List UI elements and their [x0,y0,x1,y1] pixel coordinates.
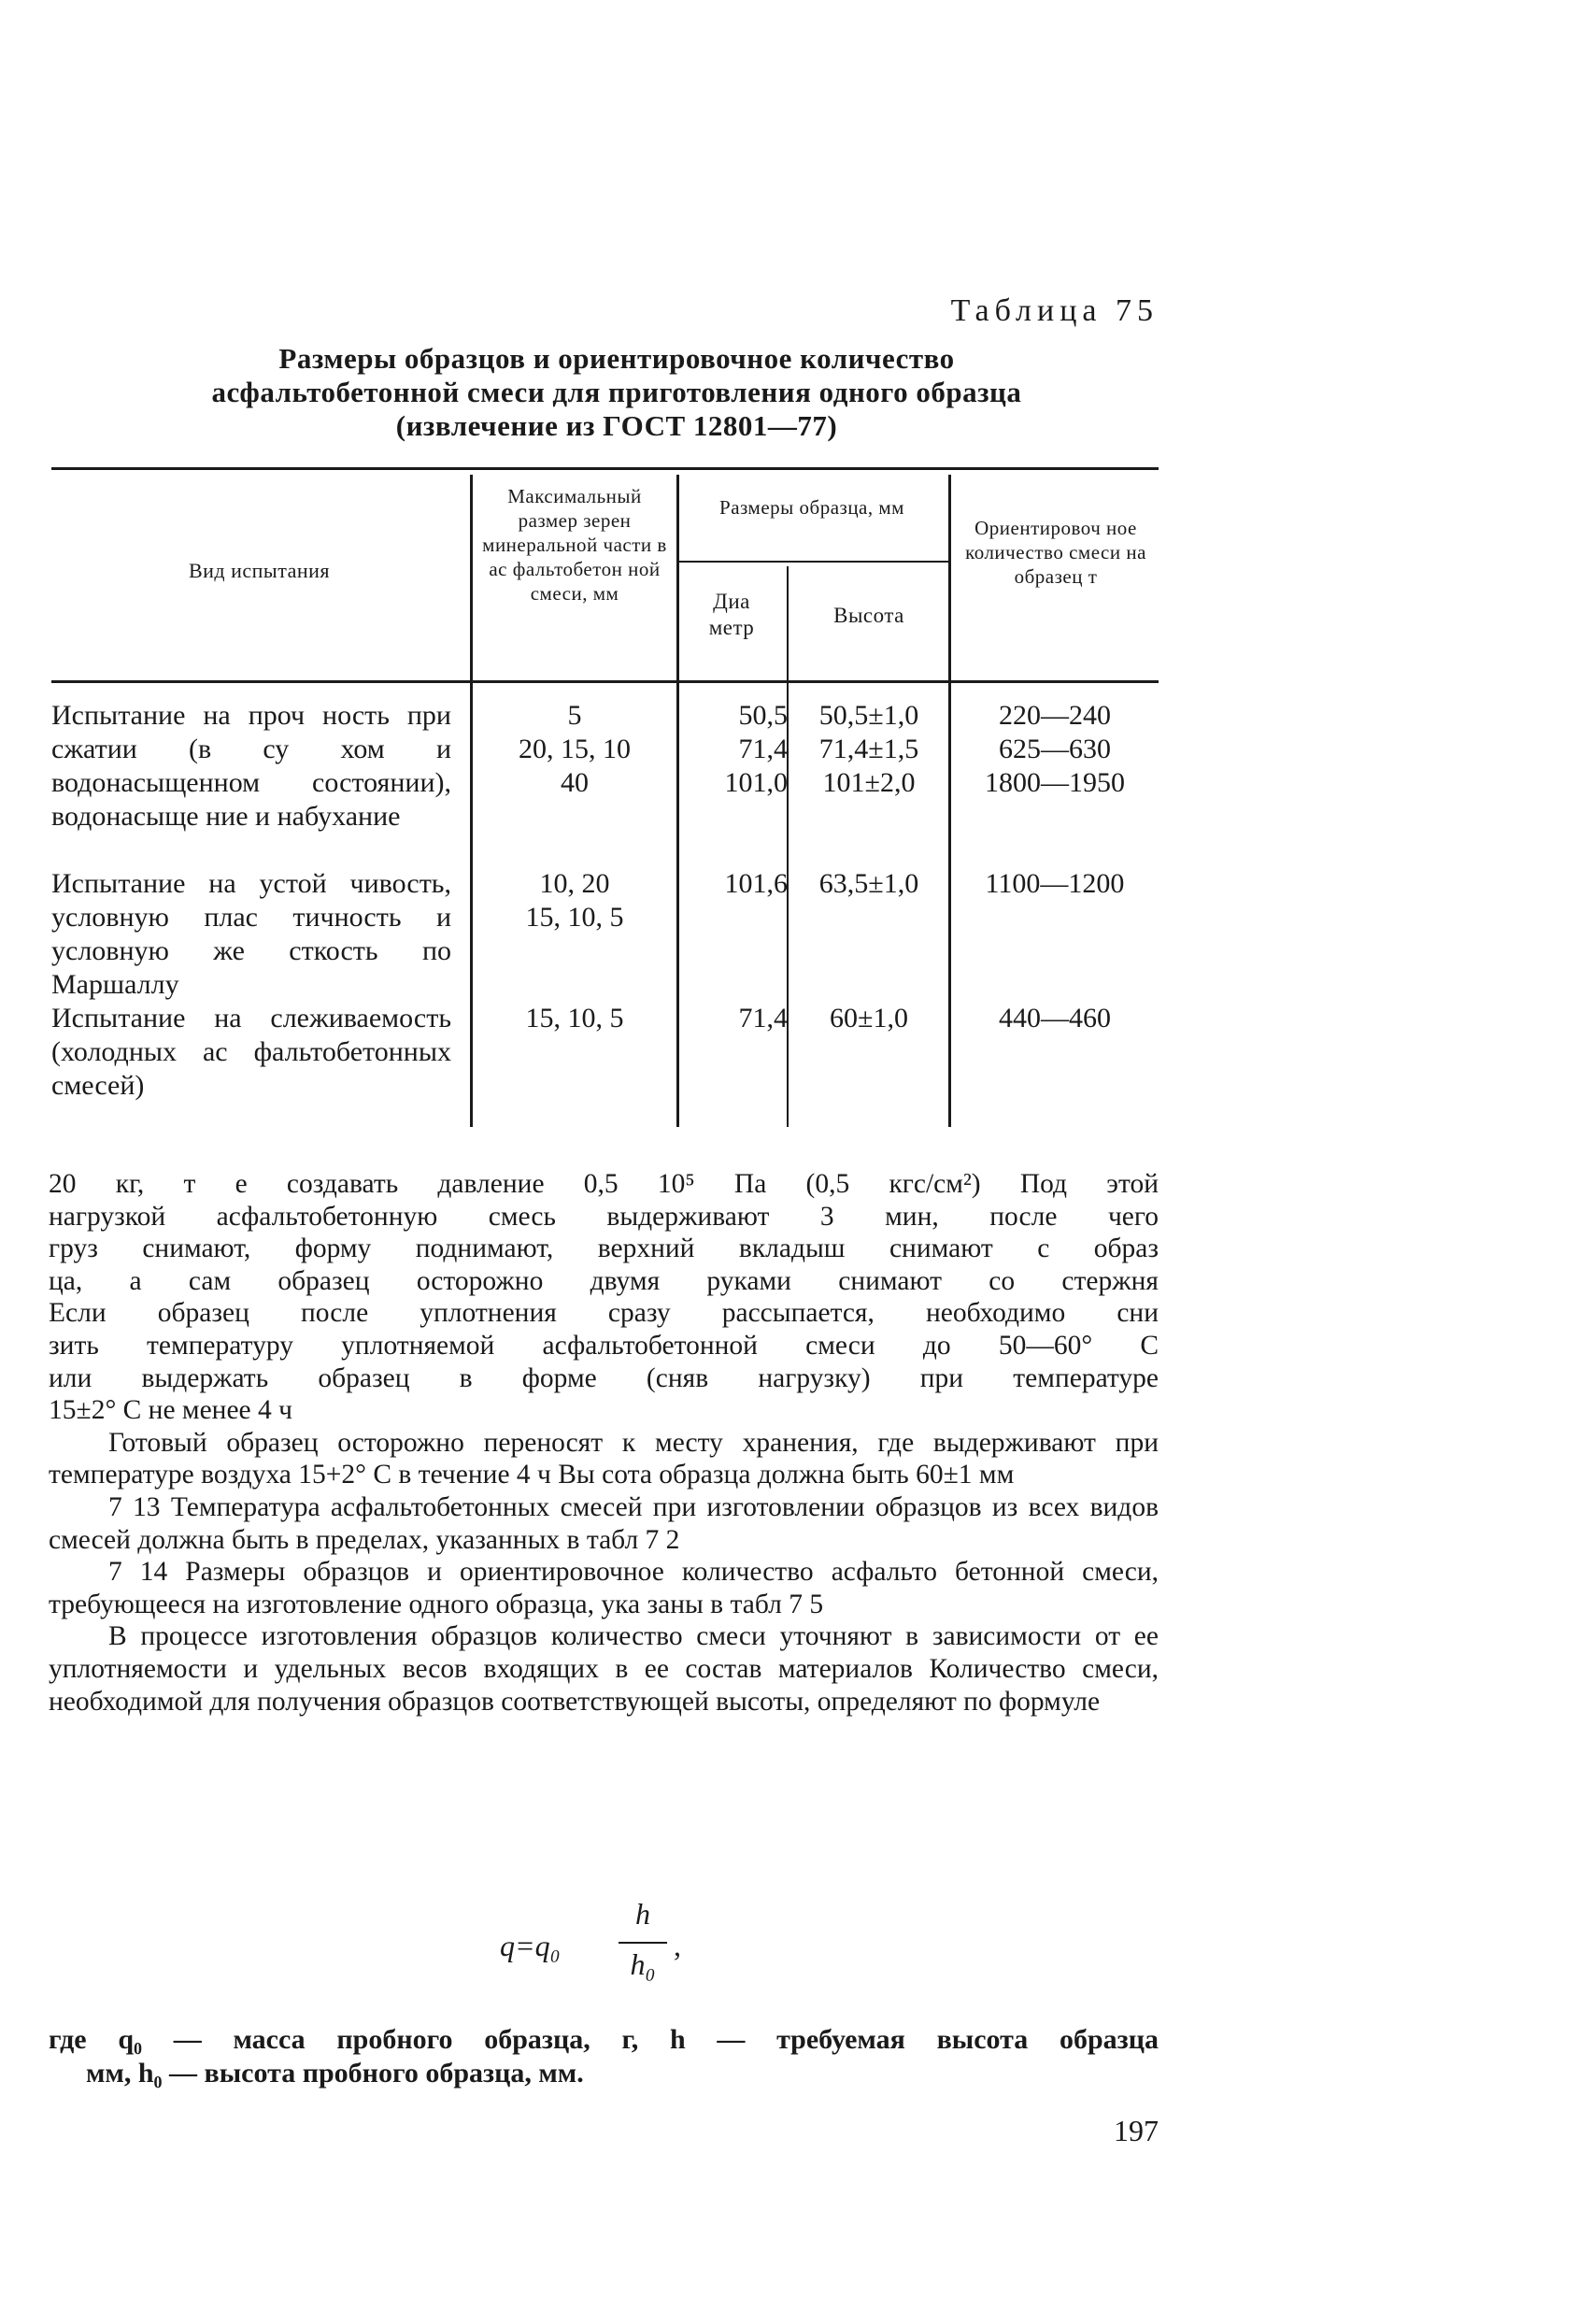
cell-value: 625—630 [999,734,1111,764]
fraction-bar [619,1942,667,1944]
text-line: Если образец после уплотнения сразу рассыпается, необходимо сни [49,1298,1159,1329]
cell-value: 40 [561,767,589,798]
row2-max-grain [473,867,676,934]
row2-height [789,867,948,901]
paragraph: В процессе изготовления образцов количество смеси уточняют в зависимости от ее уплотняемости и удельных весов входящих в ее состав материалов Количество смеси, необходимой для получения образцов соответствующей высоты, определяют по формуле [49,1621,1159,1717]
cell-value: 60±1,0 [830,1003,908,1034]
text-line: груз снимают, форму поднимают, верхний вкладыш снимают с образ [49,1233,1159,1264]
row2-test-type: Испытание на устой чивость, условную плас тичность и условную же сткость по Маршаллу [51,868,451,1000]
caption-line: асфальтобетонной смеси для приготовления одного образца [211,376,1022,408]
header-mix-amount: Ориентировоч ное количество смеси на образец т [965,517,1146,588]
header-bottom-rule [51,680,1159,683]
column-divider [787,566,789,1127]
row2-diameter [679,867,788,901]
formula-legend [49,2023,1159,2090]
text-line: или выдержать образец в форме (сняв нагрузку) при температуре [49,1362,1159,1393]
cell-value: 440—460 [999,1003,1111,1034]
header-diameter: Диа метр [708,590,755,639]
row2-mix-amount [951,867,1159,901]
header-height: Высота [833,604,904,627]
text-line: 15±2° С не менее 4 ч [49,1395,292,1426]
header-test-type: Вид испытания [188,559,331,582]
cell-value: 1100—1200 [985,868,1125,899]
mass-formula [500,1897,743,2000]
data-table [51,467,1159,1131]
cell-value: 220—240 [999,700,1111,731]
text-line: 20 кг, т е создавать давление 0,5 10⁵ Па (0,5 кгс/см²) Под этой [49,1169,1159,1199]
caption-line: (извлечение из ГОСТ 12801—77) [395,409,838,442]
text-line: ца, а сам образец осторожно двумя руками снимают со стержня [49,1265,1159,1296]
header-sample-size: Размеры образца, мм [719,496,904,519]
legend-line: где q₀ — масса пробного образца, г, h — требуемая высота образца [49,2024,1159,2055]
cell-value: 5 [567,700,582,731]
cell-value: 50,5±1,0 [818,700,919,731]
paragraph-continued [49,1168,1159,1427]
formula-numerator: h [635,1897,650,1931]
row1-height [789,699,948,800]
cell-value: 71,4±1,5 [818,734,919,764]
formula-denominator: h₀ [630,1947,656,1981]
formula-lhs: q=q₀ [500,1929,561,1962]
cell-value: 71,4 [738,734,788,764]
table-caption [149,342,1084,443]
row3-test-type: Испытание на слеживаемость (холодных ас фальтобетонных смесей) [51,1003,451,1101]
paragraph: 7 14 Размеры образцов и ориентировочное количество асфальто бетонной смеси, требующееся на изготовление одного образца, ука заны в табл 7 5 [49,1557,1159,1619]
body-text [49,1168,1159,1718]
paragraph: Готовый образец осторожно переносят к месту хранения, где выдерживают при температуре воздуха 15+2° С в течение 4 ч Вы сота образца должна быть 60±1 мм [49,1427,1159,1490]
paragraph: 7 13 Температура асфальтобетонных смесей при изготовлении образцов из всех видов смесей должна быть в пределах, указанных в табл 7 2 [49,1491,1159,1555]
cell-value: 101,0 [724,767,788,798]
header-max-grain: Максимальный размер зерен минеральной части в ас фальтобетон ной смеси, мм [482,485,667,605]
formula-comma: , [674,1929,681,1962]
text-line: зить температуру уплотняемой асфальтобетонной смеси до 50—60° С [49,1330,1159,1361]
cell-value: 101±2,0 [822,767,916,798]
cell-value: 1800—1950 [985,767,1125,798]
cell-value: 15, 10, 5 [525,1003,624,1034]
table-top-rule [51,467,1159,470]
row3-diameter [679,1002,788,1035]
text-line: нагрузкой асфальтобетонную смесь выдерживают 3 мин, после чего [49,1201,1159,1232]
legend-line: мм, h₀ — высота пробного образца, мм. [86,2058,584,2089]
caption-line: Размеры образцов и ориентировочное количество [278,342,955,375]
page-number: 197 [1114,2114,1159,2147]
cell-value: 71,4 [738,1003,788,1034]
cell-value: 10, 20 [539,868,610,899]
row3-max-grain [473,1002,676,1035]
cell-value: 20, 15, 10 [519,734,631,764]
subheader-rule [679,561,948,563]
row3-mix-amount [951,1002,1159,1035]
row1-test-type: Испытание на проч ность при сжатии (в су хом и водонасыщенном состоянии), водонасыще ние и набухание [51,700,451,832]
table-number: Таблица 75 [950,293,1159,328]
row1-max-grain [473,699,676,800]
cell-value: 101,6 [724,868,788,899]
row1-diameter [679,699,788,800]
row1-mix-amount [951,699,1159,800]
cell-value: 15, 10, 5 [525,902,624,933]
row3-height [789,1002,948,1035]
cell-value: 63,5±1,0 [818,868,919,899]
cell-value: 50,5 [738,700,788,731]
